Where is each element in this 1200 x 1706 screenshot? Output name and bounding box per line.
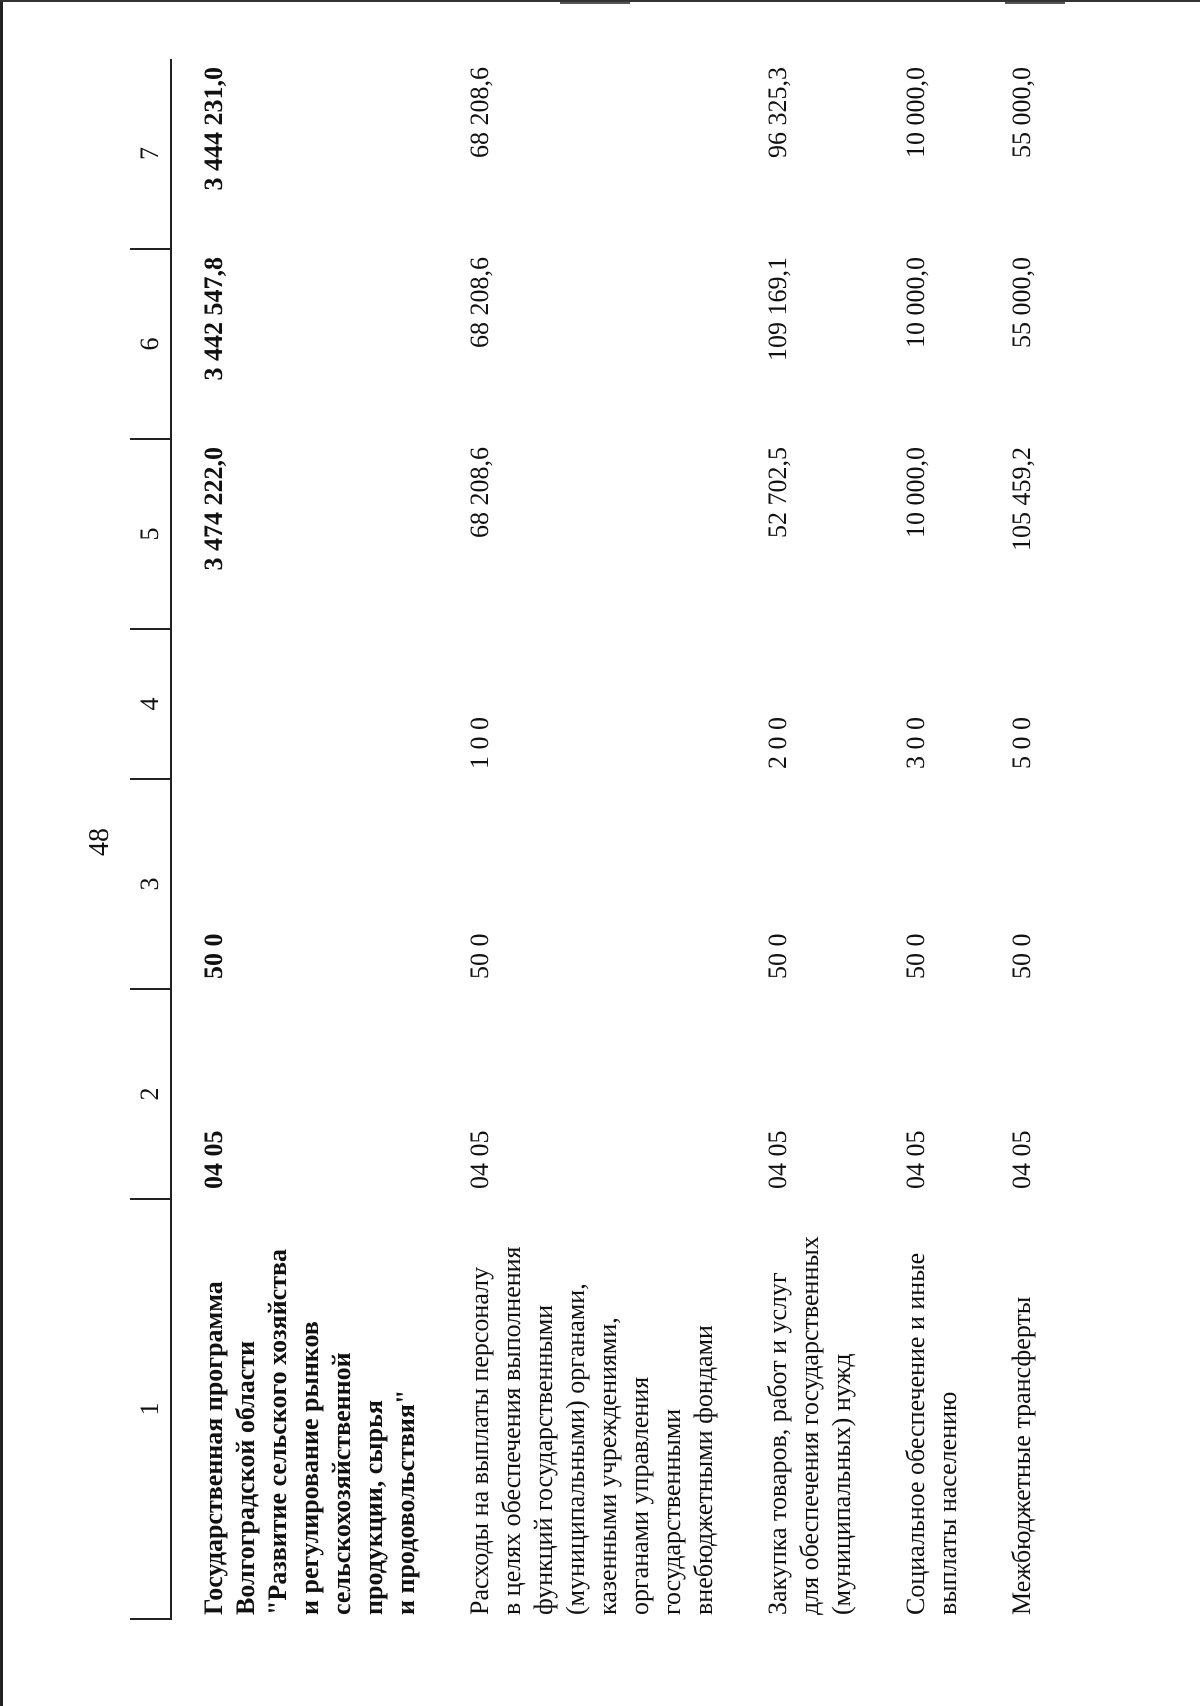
amount-col6-cell: 109 169,1 xyxy=(763,257,792,361)
item-name-line: для обеспечения государственных xyxy=(795,1236,824,1615)
expense-type-cell: 1 0 0 xyxy=(465,717,494,769)
table-row xyxy=(171,59,438,1619)
amount-col5-cell: 10 000,0 xyxy=(901,447,930,538)
amount-col5-cell: 52 702,5 xyxy=(763,447,792,538)
scan-speck xyxy=(560,2,630,4)
table-row xyxy=(736,59,874,1619)
item-name-line: органами управления xyxy=(625,1376,654,1615)
expense-type-cell: 3 0 0 xyxy=(901,717,930,769)
budget-table xyxy=(130,59,1054,1620)
amount-col7-cell: 10 000,0 xyxy=(901,67,930,158)
item-name-line: продукции, сырья xyxy=(359,1400,388,1615)
amount-col7-cell: 68 208,6 xyxy=(465,67,494,158)
table-body xyxy=(171,59,1054,1619)
target-code-cell: 50 0 xyxy=(901,933,930,979)
header-cell: 6 xyxy=(130,249,171,439)
expense-type-cell: 2 0 0 xyxy=(763,717,792,769)
section-code-cell: 04 05 xyxy=(763,1130,792,1189)
item-name-line: (муниципальными) органами, xyxy=(561,1283,590,1615)
item-name-cell xyxy=(980,1199,1054,1619)
page-number: 48 xyxy=(84,828,115,856)
amount-col5-cell: 3 474 222,0 xyxy=(199,447,228,571)
header-cell: 5 xyxy=(130,439,171,629)
amount-col7-cell: 96 325,3 xyxy=(763,67,792,158)
target-code-cell: 50 0 xyxy=(763,933,792,979)
scan-edge-left xyxy=(0,0,3,1706)
item-name-cell xyxy=(171,1199,438,1619)
item-name-line: Закупка товаров, работ и услуг xyxy=(763,1272,792,1615)
item-name-line: казенными учреждениями, xyxy=(593,1317,622,1615)
amount-col6-cell: 68 208,6 xyxy=(465,257,494,348)
target-code-cell: 50 0 xyxy=(465,933,494,979)
item-name-cell xyxy=(438,1199,736,1619)
header-cell: 3 xyxy=(130,779,171,989)
amount-col6-cell: 3 442 547,8 xyxy=(199,257,228,381)
item-name-line: и продовольствия" xyxy=(391,1389,420,1615)
header-cell: 7 xyxy=(130,59,171,249)
item-name-line: Межбюджетные трансферты xyxy=(1007,1296,1036,1615)
header-cell: 4 xyxy=(130,629,171,779)
item-name-line: функций государственными xyxy=(529,1304,558,1615)
section-code-cell: 04 05 xyxy=(901,1130,930,1189)
item-name-line: в целях обеспечения выполнения xyxy=(497,1246,526,1615)
expense-type-cell: 5 0 0 xyxy=(1007,717,1036,769)
section-code-cell: 04 05 xyxy=(465,1130,494,1189)
amount-col6-cell: 55 000,0 xyxy=(1007,257,1036,348)
item-name-line: внебюджетными фондами xyxy=(689,1325,718,1615)
header-cell: 2 xyxy=(130,989,171,1199)
item-name-line: сельскохозяйственной xyxy=(327,1352,356,1615)
item-name-line: Государственная программа xyxy=(199,1281,228,1615)
expense-type-cell xyxy=(171,629,438,779)
amount-col7-cell: 55 000,0 xyxy=(1007,67,1036,158)
item-name-line: Социальное обеспечение и иные xyxy=(901,1252,930,1615)
rotated-page xyxy=(60,60,1060,1620)
section-code-cell: 04 05 xyxy=(199,1130,228,1189)
table-row xyxy=(438,59,736,1619)
item-name-line: и регулирование рынков xyxy=(295,1321,324,1615)
amount-col5-cell: 68 208,6 xyxy=(465,447,494,538)
header-cell: 1 xyxy=(130,1199,171,1619)
target-code-cell: 50 0 xyxy=(1007,933,1036,979)
target-code-cell: 50 0 xyxy=(199,933,228,979)
item-name-cell xyxy=(736,1199,874,1619)
scan-speck xyxy=(1005,2,1065,4)
amount-col5-cell: 105 459,2 xyxy=(1007,447,1036,551)
item-name-cell xyxy=(874,1199,980,1619)
table-row xyxy=(980,59,1054,1619)
amount-col6-cell: 10 000,0 xyxy=(901,257,930,348)
item-name-line: Волгоградской области xyxy=(231,1340,260,1615)
item-name-line: (муниципальных) нужд xyxy=(827,1353,856,1615)
header-row xyxy=(130,59,171,1619)
amount-col7-cell: 3 444 231,0 xyxy=(199,67,228,191)
item-name-line: выплаты населению xyxy=(933,1391,962,1615)
item-name-line: государственными xyxy=(657,1408,686,1615)
table-row xyxy=(874,59,980,1619)
item-name-line: Расходы на выплаты персоналу xyxy=(465,1266,494,1615)
item-name-line: "Развитие сельского хозяйства xyxy=(263,1248,292,1615)
section-code-cell: 04 05 xyxy=(1007,1130,1036,1189)
